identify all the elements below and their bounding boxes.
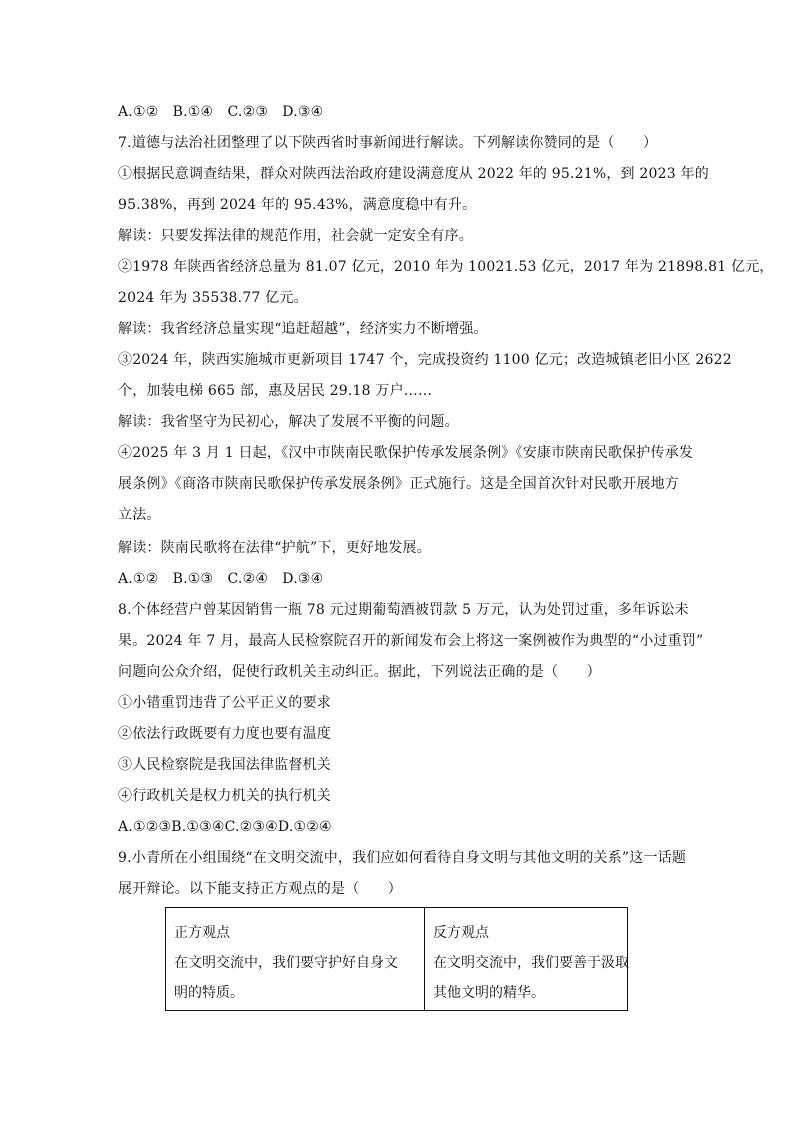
q8-options: A.①②③B.①③④C.②③④D.①②④	[118, 819, 332, 835]
pro-view-heading: 正方观点	[174, 925, 230, 941]
q7-item4-line1: ④2025 年 3 月 1 日起，《汉中市陕南民歌保护传承发展条例》《安康市陕南民歌保护传承发	[118, 445, 694, 461]
q7-stem: 7.道德与法治社团整理了以下陕西省时事新闻进行解读。下列解读你赞同的是（ ）	[118, 135, 658, 151]
q6-options: A.①② B.①④ C.②③ D.③④	[118, 104, 324, 120]
q8-stem-line3: 问题向公众介绍，促使行政机关主动纠正。据此，下列说法正确的是（ ）	[118, 664, 601, 680]
q7-item3-interpretation: 解读：我省坚守为民初心，解决了发展不平衡的问题。	[118, 414, 459, 430]
q7-item1-line2: 95.38%，再到 2024 年的 95.43%，满意度稳中有升。	[118, 197, 477, 213]
q8-item4: ④行政机关是权力机关的执行机关	[118, 788, 331, 804]
pro-view-cell	[166, 908, 425, 1011]
q7-item2-line2: 2024 年为 35538.77 亿元。	[118, 290, 308, 306]
q7-item1-line1: ①根据民意调查结果，群众对陕西法治政府建设满意度从 2022 年的 95.21%，到 2023 年的	[118, 166, 709, 182]
q7-item2-line1: ②1978 年陕西省经济总量为 81.07 亿元，2010 年为 10021.53 亿元，2017 年为 21898.81 亿元，	[118, 259, 774, 275]
pro-view-text-line2: 明的特质。	[174, 985, 244, 1001]
q7-options: A.①② B.①③ C.②④ D.③④	[118, 571, 324, 587]
table-row	[166, 908, 628, 1011]
q7-item4-interpretation: 解读：陕南民歌将在法律“护航”下，更好地发展。	[118, 540, 431, 556]
con-view-text-line1: 在文明交流中，我们要善于汲取	[433, 955, 629, 971]
con-view-cell	[425, 908, 628, 1011]
q7-item3-line1: ③2024 年，陕西实施城市更新项目 1747 个，完成投资约 1100 亿元；改造城镇老旧小区 2622	[118, 352, 732, 368]
con-view-text-line2: 其他文明的精华。	[433, 985, 545, 1001]
q8-item2: ②依法行政既要有力度也要有温度	[118, 726, 331, 742]
q7-item4-line3: 立法。	[118, 507, 161, 523]
q9-stem-line1: 9.小青所在小组围绕“在文明交流中，我们应如何看待自身文明与其他文明的关系”这一话题	[118, 850, 687, 866]
q7-item4-line2: 展条例》《商洛市陕南民歌保护传承发展条例》正式施行。这是全国首次针对民歌开展地方	[118, 476, 679, 492]
q7-item3-line2: 个，加装电梯 665 部，惠及居民 29.18 万户……	[118, 383, 433, 399]
con-view-heading: 反方观点	[433, 925, 489, 941]
q7-item1-interpretation: 解读：只要发挥法律的规范作用，社会就一定安全有序。	[118, 228, 473, 244]
q8-stem-line2: 果。2024 年 7 月，最高人民检察院召开的新闻发布会上将这一案例被作为典型的“小过重罚”	[118, 633, 704, 649]
q8-stem-line1: 8.个体经营户曾某因销售一瓶 78 元过期葡萄酒被罚款 5 万元，认为处罚过重，多年诉讼未	[118, 602, 689, 618]
q9-stem-line2: 展开辩论。以下能支持正方观点的是（ ）	[118, 881, 402, 897]
q7-item2-interpretation: 解读：我省经济总量实现“追赶超越”，经济实力不断增强。	[118, 321, 488, 337]
pro-view-text-line1: 在文明交流中，我们要守护好自身文	[174, 955, 398, 971]
q8-item3: ③人民检察院是我国法律监督机关	[118, 757, 331, 773]
debate-table	[165, 907, 628, 1011]
q8-item1: ①小错重罚违背了公平正义的要求	[118, 695, 331, 711]
